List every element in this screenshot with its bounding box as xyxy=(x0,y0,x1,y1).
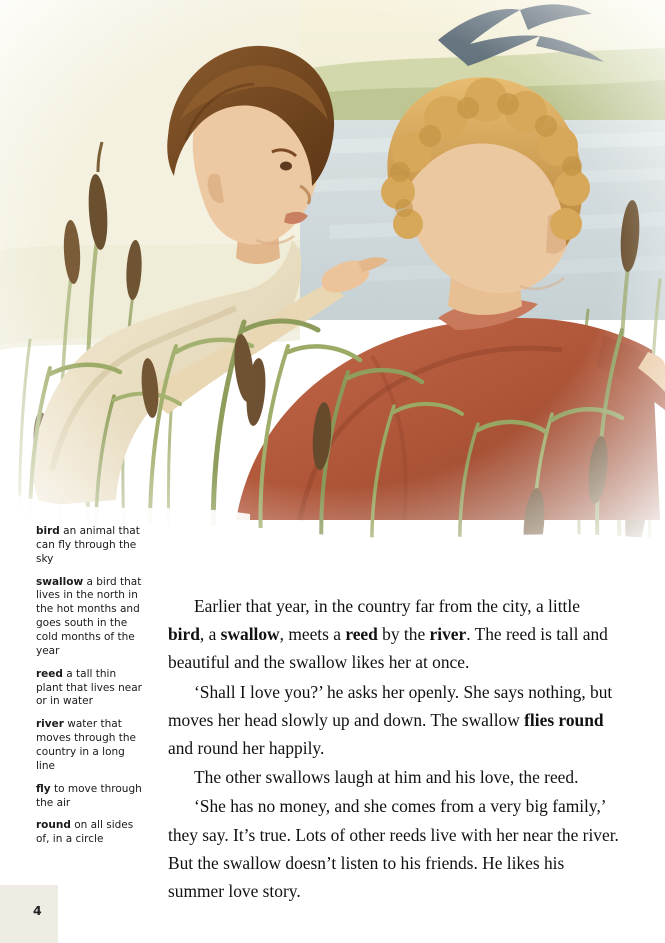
glossary-list xyxy=(36,525,144,856)
glossary-item xyxy=(36,525,144,567)
glossary-item xyxy=(36,576,144,659)
glossary-definition: to move through the air xyxy=(36,782,142,809)
glossary-definition: on all sides of, in a circle xyxy=(36,819,134,846)
story-run: ‘Shall I love you?’ he asks her openly. She says nothing, but moves her head slowly up and down. The swallow xyxy=(168,681,613,730)
page-number: 4 xyxy=(33,903,42,918)
story-paragraph xyxy=(168,678,620,763)
glossary-term: round xyxy=(36,819,71,832)
glossary-term: swallow xyxy=(36,575,84,588)
page-number-block xyxy=(0,885,58,943)
glossary-term: bird xyxy=(36,525,60,537)
glossary-definition: a bird that lives in the north in the hot months and goes south in the cold months of the year xyxy=(36,575,142,657)
story-keyword: bird xyxy=(168,624,200,645)
glossary-item xyxy=(36,668,144,710)
story-keyword: flies round xyxy=(524,709,604,730)
glossary-definition: water that moves through the country in a long line xyxy=(36,718,136,772)
story-keyword: swallow xyxy=(220,624,280,645)
story-run: ‘She has no money, and she comes from a very big family,’ they say. It’s true. Lots of other reeds live with her near the river. But the swallow doesn’t listen to his friends. He likes his summer love story. xyxy=(168,796,619,901)
story-run: . The reed is tall and beautiful and the swallow likes her at once. xyxy=(168,624,608,673)
glossary-term: fly xyxy=(36,782,51,795)
glossary-item xyxy=(36,718,144,773)
glossary-definition: a tall thin plant that lives near or in water xyxy=(36,667,142,708)
story-run: , meets a xyxy=(279,624,346,645)
story-keyword: river xyxy=(429,624,467,645)
story-keyword: reed xyxy=(345,624,378,645)
story-paragraph xyxy=(168,792,620,905)
story-run: by the xyxy=(377,624,430,645)
glossary-definition: an animal that can fly through the sky xyxy=(36,525,140,565)
glossary-term: reed xyxy=(36,667,63,680)
story-run: , a xyxy=(199,624,221,645)
story-paragraph xyxy=(168,763,620,791)
glossary-item xyxy=(36,819,144,847)
glossary-term: river xyxy=(36,718,64,731)
story-run: The other swallows laugh at him and his love, the reed. xyxy=(194,767,579,788)
story-run: Earlier that year, in the country far from the city, a little xyxy=(194,596,580,616)
glossary-item xyxy=(36,783,144,811)
story-run: and round her happily. xyxy=(168,737,325,758)
story-paragraph xyxy=(168,592,620,677)
story-text xyxy=(168,592,620,906)
